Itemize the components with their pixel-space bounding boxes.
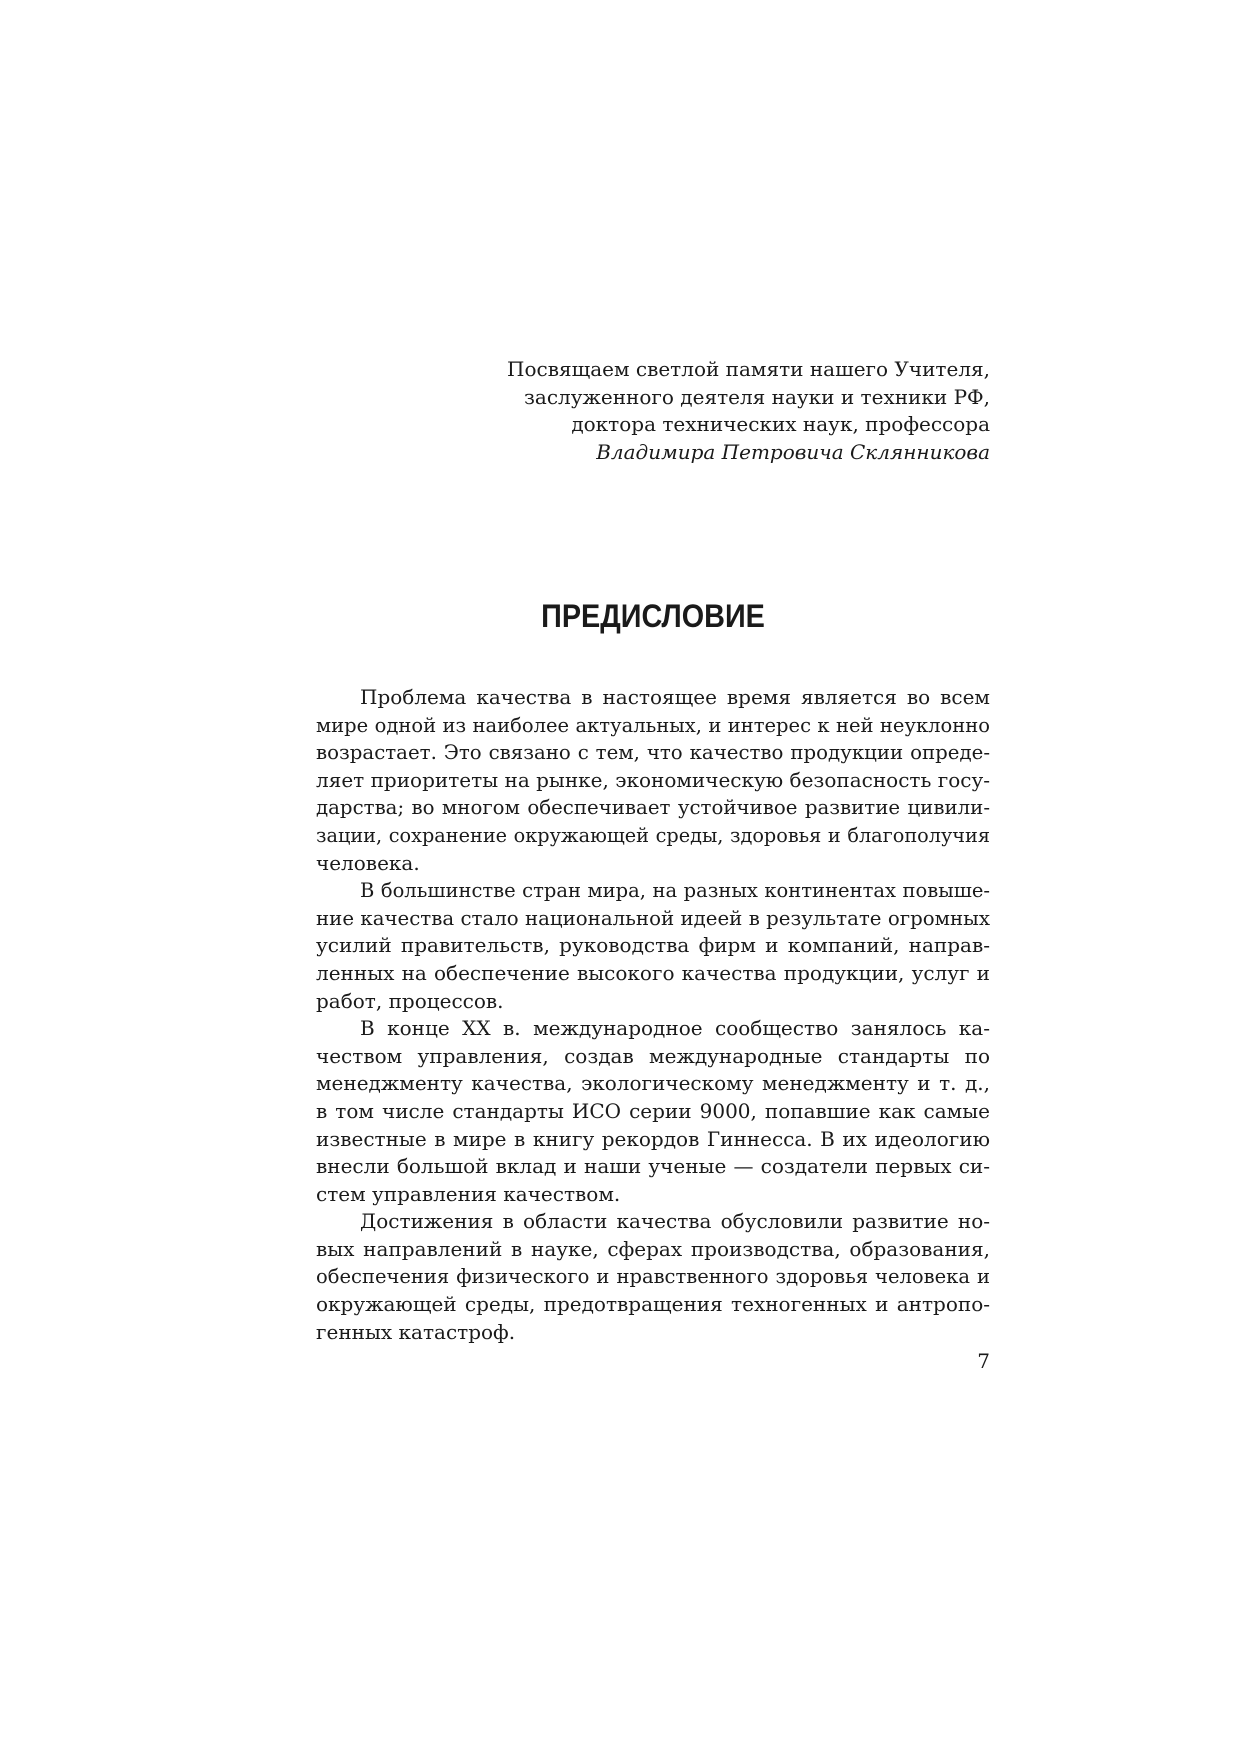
text-line: внесли большой вклад и наши ученые — создатели первых си- [316, 1154, 990, 1179]
dedication-line: заслуженного деятеля науки и техники РФ, [523, 384, 990, 409]
text-line: обеспечения физического и нравственного здоровья человека и [316, 1265, 990, 1289]
paragraph [316, 1208, 990, 1346]
text-line: дарства; во многом обеспечивает устойчивое развитие цивили- [316, 796, 990, 820]
dedication-name: Владимира Петровича Склянникова [596, 439, 990, 464]
text-line: человека. [316, 850, 420, 875]
text-line: зации, сохранение окружающей среды, здоровья и благополучия [316, 823, 990, 847]
text-line: окружающей среды, предотвращения техногенных и антропо- [316, 1292, 990, 1317]
paragraph [316, 877, 990, 1015]
body-text [316, 684, 990, 1346]
text-line: ние качества стало национальной идеей в результате огромных [316, 906, 990, 930]
text-line: Проблема качества в настоящее время является во всем [360, 685, 990, 709]
text-line: генных катастроф. [316, 1319, 516, 1344]
text-line: менеджменту качества, экологическому менеджменту и т. д., [316, 1071, 990, 1096]
text-line: Достижения в области качества обусловили развитие но- [360, 1209, 990, 1234]
text-line: В конце XX в. международное сообщество занялось ка- [360, 1016, 990, 1041]
paragraph [316, 1015, 990, 1208]
text-line: стем управления качеством. [316, 1181, 621, 1206]
text-line: вых направлений в науке, сферах производства, образования, [316, 1236, 990, 1261]
dedication-line: Посвящаем светлой памяти нашего Учителя, [507, 357, 990, 381]
text-line: усилий правительств, руководства фирм и компаний, направ- [316, 933, 990, 958]
text-line: возрастает. Это связано с тем, что качество продукции опреде- [316, 741, 990, 765]
dedication [430, 356, 990, 466]
text-line: в том числе стандарты ИСО серии 9000, попавшие как самые [316, 1098, 990, 1123]
text-line: работ, процессов. [316, 988, 504, 1013]
page-number: 7 [977, 1349, 990, 1373]
text-line: ленных на обеспечение высокого качества продукции, услуг и [316, 960, 990, 985]
text-line: мире одной из наиболее актуальных, и интерес к ней неуклонно [316, 713, 990, 737]
paragraph [316, 684, 990, 877]
dedication-line: доктора технических наук, профессора [571, 412, 990, 436]
text-line: известные в мире в книгу рекордов Гиннесса. В их идеологию [316, 1126, 990, 1151]
text-line: В большинстве стран мира, на разных континентах повыше- [360, 879, 990, 903]
page-title: ПРЕДИСЛОВИЕ [541, 598, 765, 634]
text-line: ляет приоритеты на рынке, экономическую безопасность госу- [316, 767, 990, 792]
text-line: чеством управления, создав международные стандарты по [316, 1043, 990, 1068]
